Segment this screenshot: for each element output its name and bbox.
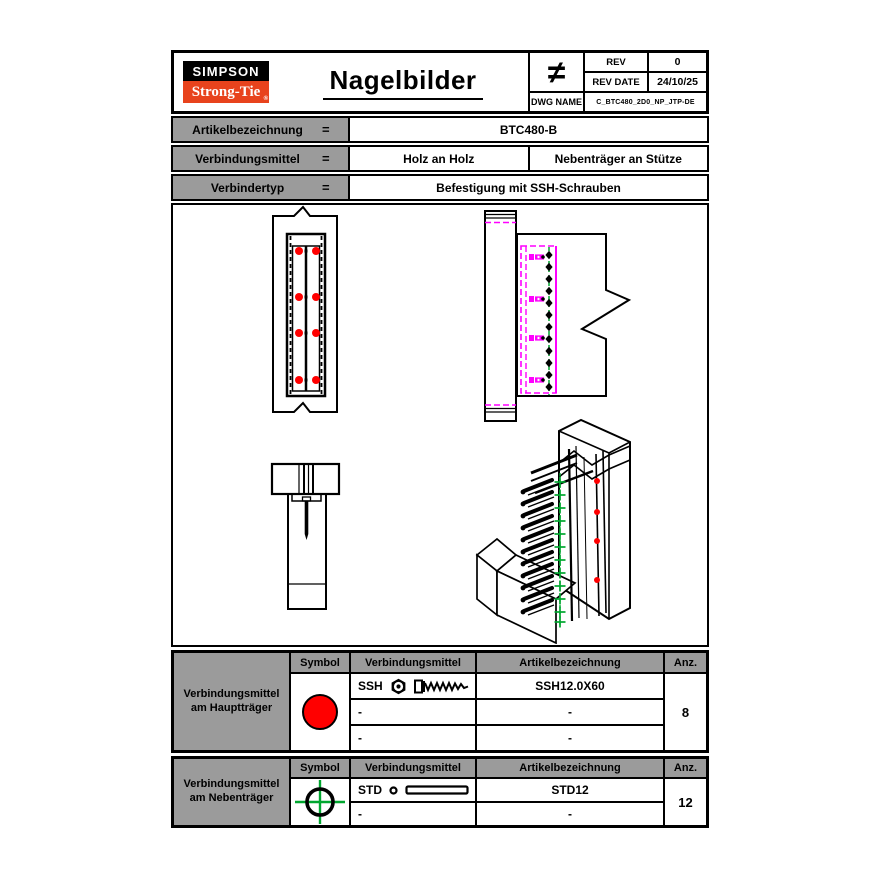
equals-sign: = bbox=[322, 122, 330, 137]
article-cell-empty: - bbox=[477, 700, 663, 724]
row-label-nebentraeger: Verbindungsmittel am Nebenträger bbox=[174, 759, 289, 825]
hidden-screw-markers bbox=[529, 254, 545, 383]
fastener-cell-empty: - bbox=[351, 726, 475, 750]
logo-strongtie: Strong-Tie ® bbox=[183, 81, 269, 103]
col-header-artikelbezeichnung: Artikelbezeichnung bbox=[477, 653, 663, 672]
col-header-artikelbezeichnung: Artikelbezeichnung bbox=[477, 759, 663, 777]
col-header-anz: Anz. bbox=[665, 759, 706, 777]
connector-type-value: Befestigung mit SSH-Schrauben bbox=[436, 180, 621, 195]
dwg-name-value: C_BTC480_2D0_NP_JTP-DE bbox=[585, 93, 706, 111]
info-label: Verbindungsmittel bbox=[195, 151, 300, 166]
fastener-cell-std: STD bbox=[351, 779, 475, 801]
info-label: Verbindertyp bbox=[210, 180, 285, 195]
fastener-cell-empty: - bbox=[351, 700, 475, 724]
col-header-verbindungsmittel: Verbindungsmittel bbox=[351, 653, 475, 672]
logo bbox=[174, 53, 278, 111]
drawing-area bbox=[171, 203, 709, 647]
article-cell-empty: - bbox=[477, 803, 663, 825]
fastener-table-hauptraeger bbox=[171, 650, 709, 753]
revision-table bbox=[528, 53, 706, 111]
title-block bbox=[171, 50, 709, 114]
info-label: Artikelbezeichnung bbox=[192, 122, 303, 137]
red-circle-symbol-icon bbox=[302, 694, 338, 730]
col-header-symbol: Symbol bbox=[291, 653, 349, 672]
symbol-cell bbox=[291, 779, 349, 825]
technical-drawings bbox=[173, 205, 706, 644]
dowel-end-icon bbox=[389, 786, 398, 795]
quantity-cell: 12 bbox=[665, 779, 706, 825]
connection-type-value-2: Nebenträger an Stütze bbox=[528, 147, 708, 170]
rev-label: REV bbox=[585, 53, 647, 71]
row-label-hauptraeger: Verbindungsmittel am Hauptträger bbox=[174, 653, 289, 750]
fastener-cell-ssh: SSH bbox=[351, 674, 475, 698]
logo-simpson: SIMPSON bbox=[183, 61, 269, 81]
hex-head-icon bbox=[390, 678, 407, 695]
article-designation-value: BTC480-B bbox=[499, 122, 558, 137]
rev-value: 0 bbox=[649, 53, 706, 71]
crosshair-circle-symbol-icon bbox=[293, 779, 347, 825]
article-cell: STD12 bbox=[477, 779, 663, 801]
side-view bbox=[485, 211, 629, 421]
col-header-anz: Anz. bbox=[665, 653, 706, 672]
symbol-cell bbox=[291, 674, 349, 750]
article-cell: SSH12.0X60 bbox=[477, 674, 663, 698]
equals-sign: = bbox=[322, 180, 330, 195]
connection-type-value-1: Holz an Holz bbox=[403, 151, 475, 166]
equals-sign: = bbox=[322, 151, 330, 166]
info-row-verbindungsmittel bbox=[171, 145, 709, 172]
dowel-side-icon bbox=[405, 785, 469, 795]
front-view bbox=[273, 207, 337, 412]
rev-date-label: REV DATE bbox=[585, 73, 647, 91]
article-cell-empty: - bbox=[477, 726, 663, 750]
rev-date-value: 24/10/25 bbox=[649, 73, 706, 91]
fastener-cell-empty: - bbox=[351, 803, 475, 825]
screw-profile-icon bbox=[414, 679, 470, 694]
col-header-verbindungsmittel: Verbindungsmittel bbox=[351, 759, 475, 777]
not-equal-icon: ≠ bbox=[530, 53, 583, 91]
col-header-symbol: Symbol bbox=[291, 759, 349, 777]
dwg-name-label: DWG NAME bbox=[530, 93, 583, 111]
drawing-sheet bbox=[171, 50, 709, 828]
info-row-artikelbezeichnung bbox=[171, 116, 709, 143]
top-view bbox=[272, 464, 339, 609]
isometric-view bbox=[477, 420, 630, 643]
fastener-table-nebentraeger bbox=[171, 756, 709, 828]
page-title: Nagelbilder bbox=[323, 65, 482, 100]
main-member-screw-markers bbox=[295, 247, 320, 384]
info-row-verbindertyp bbox=[171, 174, 709, 201]
quantity-cell: 8 bbox=[665, 674, 706, 750]
registered-mark: ® bbox=[263, 96, 268, 102]
